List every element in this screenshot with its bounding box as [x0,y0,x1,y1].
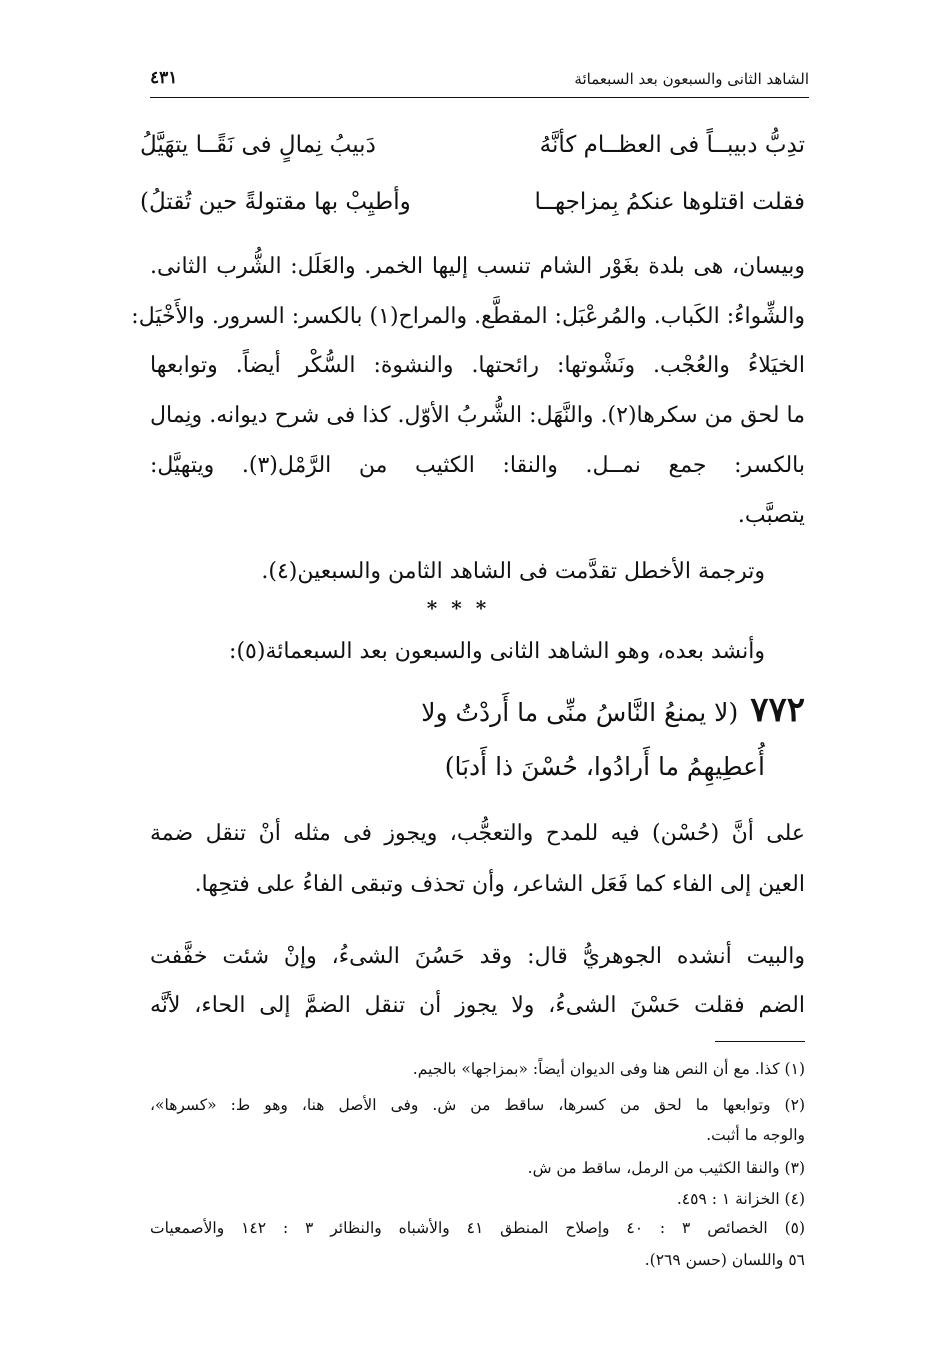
entry-number: ٧٧٢ [750,690,805,730]
text-line: وترجمة الأخطل تقدَّمت فى الشاهد الثامن والسبعين(٤). [261,559,765,584]
running-title: الشاهد الثانى والسبعون بعد السبعمائة [574,70,809,88]
text-line: يتصبَّب. [737,503,805,528]
text-line: وأنشد بعده، وهو الشاهد الثانى والسبعون بعد السبعمائة(٥): [229,639,765,664]
footnote-rule [715,1041,805,1042]
page-number: ٤٣١ [150,68,178,88]
text-line: وبيسان، هى بلدة بغَوْر الشام تنسب إليها الخمر. والعَلَل: الشُّرب الثانى. [150,254,805,279]
text-line: الضم فقلت حَسْنَ الشىءُ، ولا يجوز أن تنقل الضمَّ إلى الحاء، لأنَّه [150,993,805,1018]
verse-hemistich: فقلت اقتلوها عنكمُ بِمزاجهــا [534,189,805,215]
verse-line [140,132,805,174]
verse-hemistich: تدِبُّ دبيبــاً فى العظــام كأنَّهُ [539,132,805,158]
section-separator: *** [426,596,501,620]
footnote: (٥) الخصائص ٣ : ٤٠ وإصلاح المنطق ٤١ والأشباه والنظائر ٣ : ١٤٢ والأصمعيات [150,1219,806,1237]
footnote: ٥٦ واللسان (حسن ٢٦٩). [644,1251,805,1269]
footnote: (٤) الخزانة ١ : ٤٥٩. [676,1190,805,1208]
text-line: ما لحق من سكرها(٢). والنَّهَل: الشُّربُ الأوّل. كذا فى شرح ديوانه. ونِمال [150,403,806,428]
text-line: والبيت أنشده الجوهريُّ قال: وقد حَسُنَ الشىءُ، وإنْ شئت خفَّفت [150,944,805,969]
entry-verse-line1 [421,690,805,730]
footnote: (١) كذا. مع أن النص هنا وفى الديوان أيضاً: «بمزاجها» بالجيم. [412,1060,805,1078]
text-line: على أنَّ (حُسْن) فيه للمدح والتعجُّب، ويجوز فى مثله أنْ تنقل ضمة [150,821,805,846]
header-rule [150,97,809,98]
verse-line [140,189,805,231]
entry-verse-line2: أُعطِيهِمُ ما أَرادُوا، حُسْنَ ذا أَدبَا) [444,752,765,781]
text-line: الخيَلاءُ والعُجْب. ونَشْوتها: رائحتها. والنشوة: السُّكْر أيضاً. وتوابعها [150,353,805,378]
text-line: بالكسر: جمع نمــل. والنقا: الكثيب من الرَّمْل(٣). ويتهيَّل: [150,453,805,478]
entry-text: (لا يمنعُ النَّاسُ منِّى ما أَردْتُ ولا [421,698,739,727]
text-line: العين إلى الفاء كما فَعَل الشاعر، وأن تحذف وتبقى الفاءُ على فتحِها. [194,872,805,897]
text-line: والشِّواءُ: الكَباب. والمُرعْبَل: المقطَّع. والمراح(١) بالكسر: السرور. والأَخْيَل: [131,304,805,329]
footnote: والوجه ما أثبت. [706,1126,805,1144]
footnote: (٢) وتوابعها ما لحق من كسرها، ساقط من ش. وفى الأصل هنا، وهو ط: «كسرها»، [150,1096,805,1114]
verse-hemistich: دَبيبُ نِمالٍ فى نَقًــا يتهَيَّلُ [140,132,376,158]
footnote: (٣) والنقا الكثيب من الرمل، ساقط من ش. [527,1159,805,1177]
verse-hemistich: وأطيِبْ بها مقتولةً حين تُقتلُ) [140,189,411,215]
running-header [150,66,809,96]
